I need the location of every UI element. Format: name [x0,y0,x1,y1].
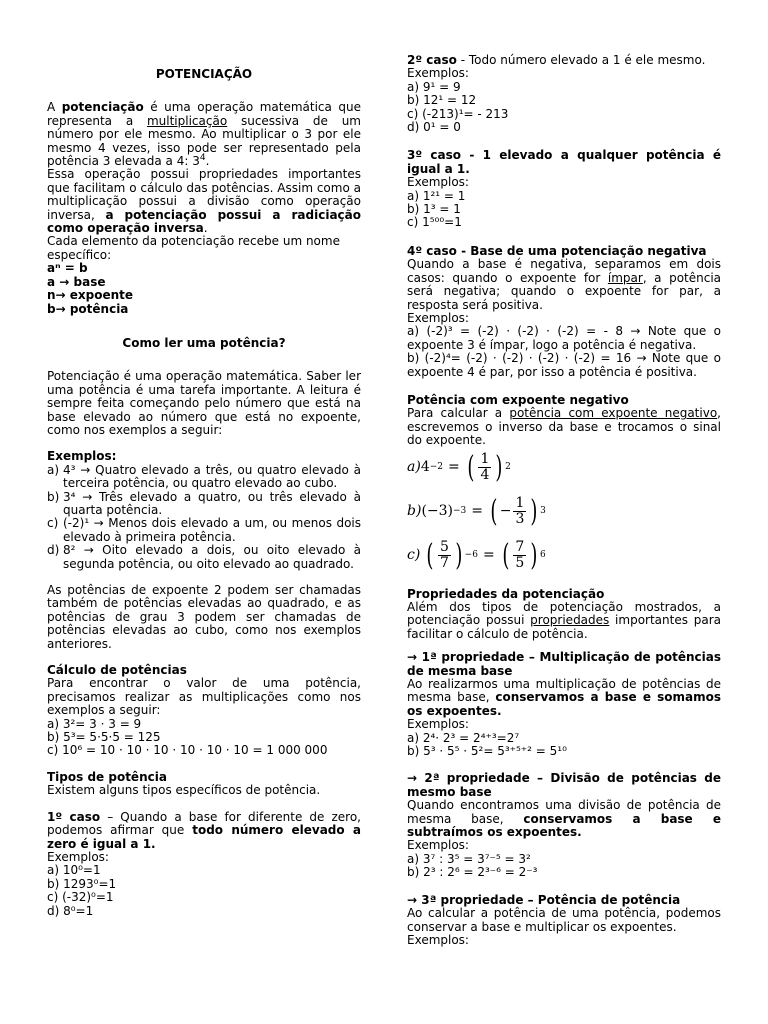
formula-a-result-exponent: 2 [505,461,511,472]
list-marker: d) [47,543,60,558]
denominator: 7 [440,555,449,572]
case2-paragraph [407,54,721,67]
case4-heading: 4º caso - Base de uma potenciação negativa [407,243,707,258]
p2-examples-label: Exemplos: [407,838,469,853]
list-item [47,517,361,544]
negative-exponent-heading: Potência com expoente negativo [407,392,629,407]
intro-text-a: A [47,100,62,115]
odd-link[interactable]: ímpar [607,270,643,285]
fraction [438,540,451,571]
props-text-c: importantes para facilitar o cálculo de potência. [407,613,722,641]
ops-text-c: . [203,221,208,236]
denominator: 5 [515,555,525,572]
case3-heading: 3º caso - 1 elevado a qualquer potência é igual a 1. [407,148,721,176]
numerator: 7 [515,539,525,556]
numerator: 5 [440,539,449,556]
case1-example-a: a) 10⁰=1 [47,863,101,878]
property1-paragraph [407,678,721,718]
property1-heading: → 1ª propriedade – Multiplicação de potências de mesma base [407,650,721,678]
reading-paragraph: Potenciação é uma operação matemática. Saber ler uma potência é uma tarefa importante. A leitura é sempre feita começando pelo número que está na base elevado ao número que está no expoente, como nos exemplos a seguir: [47,369,361,437]
formula-b [407,492,721,532]
case2-example-b: b) 12¹ = 12 [407,93,477,108]
p2-text-a: Quando encontramos uma divisão de potência de mesma base, [407,798,721,826]
list-text: (-2)¹ → Menos dois elevado a um, ou menos dois elevado à primeira potência. [63,516,361,544]
list-item [47,464,361,491]
list-text: 8² → Oito elevado a dois, ou oito elevado à segunda potência, ou oito elevado ao quadrado. [63,543,361,571]
case4-text-a: Quando a base é negativa, separamos em dois casos: quando o expoente for [407,257,721,285]
list-marker: c) [47,516,59,531]
formula-b-base: (−3) [421,502,453,519]
ops-text-a: Essa operação possui propriedades importantes que facilitam o cálculo das potências. Assim como a multiplicação possui a divisão como operação inversa, [47,167,361,222]
numerator: 1 [515,495,525,512]
case2-example-c: c) (-213)¹= - 213 [407,106,509,121]
case2-example-a: a) 9¹ = 9 [407,79,461,94]
case4-examples-label: Exemplos: [407,310,469,325]
heading-types: Tipos de potência [47,769,167,784]
formula-c-label: c) [407,546,421,563]
p2-example-b: b) 2³ : 2⁶ = 2³⁻⁶ = 2⁻³ [407,865,538,880]
p1-example-b: b) 5³ · 5⁵ · 5²= 5³⁺⁵⁺² = 5¹⁰ [407,744,567,759]
properties-heading: Propriedades da potenciação [407,586,605,601]
element-exponent: n→ expoente [47,288,134,303]
case1-example-b: b) 1293⁰=1 [47,876,117,891]
numerator: 1 [480,451,490,468]
case4-paragraph [407,258,721,312]
fraction [513,496,526,527]
formula-a-equals: = [448,458,460,475]
formula-a [407,448,721,488]
formula-c-equals: = [482,546,495,563]
formula-b-label: b) [407,502,422,519]
multiplication-link[interactable]: multiplicação [146,113,228,128]
p1-examples-label: Exemplos: [407,717,469,732]
case3-example-c: c) 1⁵⁰⁰=1 [407,215,462,230]
property2-paragraph [407,799,721,839]
intro-term: potenciação [61,100,144,115]
intro-text-e: sucessiva de um número por ele mesmo. Ao multiplicar o 3 por ele mesmo 4 vezes, isso pode ser representado pela potência 3 elevada a 4: 3 [47,113,361,169]
intro-text-f: . [205,154,210,169]
case1-paragraph [47,811,361,851]
p1-rule: conservamos a base e somamos os expoentes. [407,690,721,718]
page-title: POTENCIAÇÃO [155,67,253,81]
case2-example-d: d) 0¹ = 0 [407,120,461,135]
case3-examples-label: Exemplos: [407,175,469,190]
p1-text-a: Ao realizarmos uma multiplicação de potências de mesma base, [407,677,721,705]
denominator: 3 [515,511,525,528]
intro-text-c: é uma operação matemática que representa a [47,100,361,128]
formula-a-base: 4 [420,458,430,475]
property2-heading: → 2ª propriedade – Divisão de potências de mesmo base [407,771,721,799]
ops-text-bold: a potenciação possui a radiciação como operação inversa [47,207,361,236]
heading-calc: Cálculo de potências [47,663,187,678]
formula-a-label: a) [407,458,421,475]
case1-text: – Quando a base for diferente de zero, podemos afirmar que [47,809,361,838]
formula-c-exponent: −6 [464,549,478,560]
formula-b-result-exponent: 3 [540,505,546,516]
case2-text: - Todo número elevado a 1 é ele mesmo. [456,53,706,67]
case1-rule: todo número elevado a zero é igual a 1. [47,823,362,851]
right-paren: ) [530,493,538,529]
list-marker: b) [47,489,60,504]
intro-paragraph [47,101,361,168]
left-paren: ( [490,493,498,529]
reading-examples-list [47,464,361,571]
case3-example-a: a) 1²¹ = 1 [407,188,466,203]
list-marker: a) [47,462,60,477]
left-paren: ( [467,449,475,485]
case4-example-b: b) (-2)⁴= (-2) · (-2) · (-2) · (-2) = 16 → Note que o expoente 4 é par, por isso a potência é positiva. [407,351,721,379]
element-power: b→ potência [47,301,129,316]
properties-link[interactable]: propriedades [530,613,610,628]
right-paren: ) [495,449,503,485]
case4-text-c: , a potência será negativa; quando o expoente for par, a resposta será positiva. [407,270,722,312]
minus-sign: − [499,502,512,519]
examples-heading: Exemplos: [47,449,117,464]
right-column [407,54,721,947]
p3-examples-label: Exemplos: [407,932,469,947]
case4-example-a: a) (-2)³ = (-2) · (-2) · (-2) = - 8 → Note que o expoente 3 é ímpar, logo a potência é negativa. [407,324,721,352]
case1-examples-label: Exemplos: [47,849,109,864]
squares-paragraph: As potências de expoente 2 podem ser chamadas também de potências elevadas ao quadrado, e as potências de grau 3 podem ser chamadas de potências elevadas ao cubo, como nos exemplos anteriores. [47,583,361,651]
left-paren: ( [426,537,434,573]
props-text-a: Além dos tipos de potenciação mostrados, a potenciação possui [407,599,721,628]
calc-paragraph: Para encontrar o valor de uma potência, precisamos realizar as multiplicações como nos exemplos a seguir: [47,676,361,718]
formula-a-exponent: −2 [429,461,444,472]
case2-examples-label: Exemplos: [407,66,469,81]
p1-example-a: a) 2⁴· 2³ = 2⁴⁺³=2⁷ [407,730,520,745]
calc-example-b: b) 5³= 5·5·5 = 125 [47,730,161,745]
right-paren: ) [530,537,538,573]
list-item [47,491,361,518]
formula-c [407,536,721,576]
case1-label: 1º caso [47,809,101,824]
list-text: 4³ → Quatro elevado a três, ou quatro elevado à terceira potência, ou quatro elevado ao cubo. [63,462,361,491]
property3-heading: → 3ª propriedade – Potência de potência [407,892,681,907]
calc-example-c: c) 10⁶ = 10 · 10 · 10 · 10 · 10 · 10 = 1 000 000 [47,743,328,758]
case3-example-b: b) 1³ = 1 [407,202,461,217]
neg-text-a: Para calcular a [407,406,510,421]
intro-exponent: 4 [199,153,206,164]
fraction [513,540,526,571]
neg-text-c: , escrevemos o inverso da base e trocamos o sinal do expoente. [407,406,721,448]
elements-intro: Cada elemento da potenciação recebe um nome específico: [47,234,340,262]
heading-how-to-read: Como ler uma potência? [122,335,286,350]
formula-b-equals: = [471,502,484,519]
p2-rule: conservamos a base e subtraímos os expoentes. [407,811,721,840]
case2-label: 2º caso [407,53,457,67]
list-item [47,544,361,571]
properties-paragraph [407,601,721,641]
property3-paragraph: Ao calcular a potência de uma potência, podemos conservar a base e multiplicar os expoentes. [407,906,721,934]
left-column [47,68,361,918]
fraction [478,452,491,483]
formula-c-result-exponent: 6 [540,549,546,560]
element-formula: aⁿ = b [47,261,88,276]
case1-example-c: c) (-32)⁰=1 [47,890,114,905]
formula-b-exponent: −3 [453,505,467,516]
right-paren: ) [455,537,463,573]
element-base: a → base [47,274,106,289]
left-paren: ( [502,537,510,573]
types-paragraph: Existem alguns tipos específicos de potência. [47,783,321,798]
case1-example-d: d) 8⁰=1 [47,903,94,918]
negative-exponent-paragraph [407,407,721,447]
list-text: 3⁴ → Três elevado a quatro, ou três elevado à quarta potência. [63,489,361,517]
calc-example-a: a) 3²= 3 · 3 = 9 [47,716,142,731]
p2-example-a: a) 3⁷ : 3⁵ = 3⁷⁻⁵ = 3² [407,851,531,866]
negative-exponent-link[interactable]: potência com expoente negativo [509,406,718,421]
denominator: 4 [480,467,490,484]
operations-paragraph [47,168,361,235]
